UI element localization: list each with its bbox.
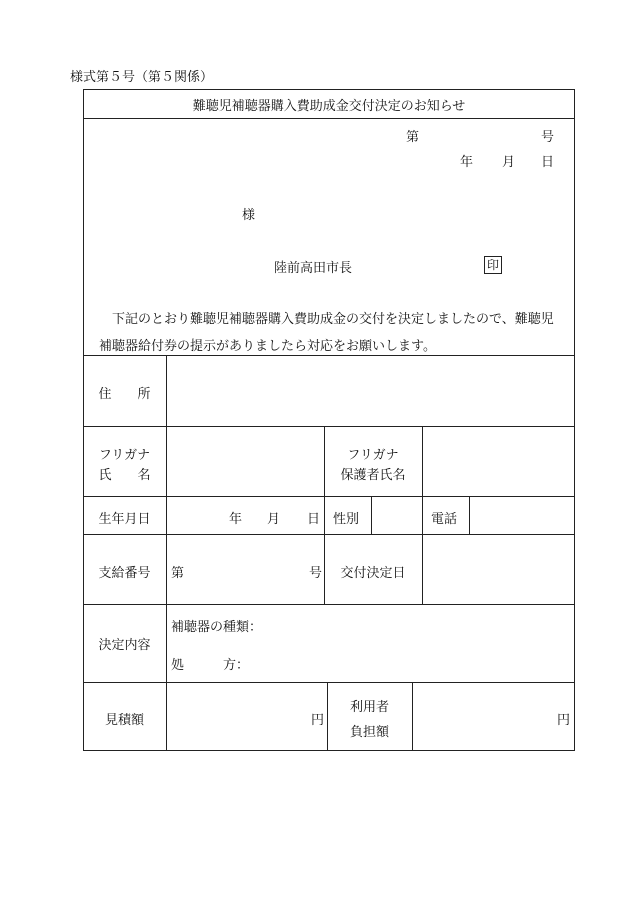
row-divider-name [83,496,575,497]
sex-value-divider-right [422,496,423,534]
guardian-furigana-label: フリガナ [347,448,399,463]
user-burden-label-line-1: 利用者 [349,700,389,715]
body-divider [83,355,575,356]
body-text-line-2: 補聴器給付券の提示がありましたら対応をお願いします。 [99,339,436,354]
doc-number-prefix: 第 [406,130,420,145]
date-year: 年 [460,155,474,170]
sex-label: 性別 [333,512,360,527]
row-divider-address [83,426,575,427]
birth-year: 年 [229,512,243,527]
birth-date-label: 生年月日 [98,512,151,527]
estimate-label: 見積額 [104,713,144,728]
row-divider-decision [83,682,575,683]
prescription-label: 処 方： [171,658,250,673]
furigana-label: フリガナ [98,448,151,463]
payment-number-suffix: 号 [309,566,323,581]
row-divider-birth [83,534,575,535]
user-burden-label-line-2: 負担額 [349,725,389,740]
issuer-name: 陸前高田市長 [274,261,353,276]
sex-value-divider-left [371,496,372,534]
body-text-line-1: 下記のとおり難聴児補聴器購入費助成金の交付を決定しましたので、難聴児 [112,312,554,327]
seal-mark: 印 [484,256,502,274]
row-divider-payment [83,604,575,605]
guardian-label-divider-right [422,426,423,496]
estimate-unit: 円 [311,713,325,728]
form-title: 難聴児補聴器購入費助成金交付決定のお知らせ [192,99,466,114]
name-label: 氏 名 [98,468,151,483]
decision-content-label: 決定内容 [98,638,151,653]
address-label: 住 所 [98,387,151,402]
decision-date-divider [422,534,423,604]
payment-number-prefix: 第 [171,566,185,581]
date-day: 日 [541,155,555,170]
doc-number-suffix: 号 [541,130,555,145]
payment-number-label: 支給番号 [98,566,151,581]
title-divider [83,118,575,119]
burden-label-divider-right [412,682,413,751]
label-column-divider [166,355,167,751]
date-month: 月 [502,155,516,170]
burden-label-divider-left [327,682,328,751]
burden-unit: 円 [557,713,571,728]
birth-day: 日 [307,512,321,527]
phone-label-divider [469,496,470,534]
form-number: 様式第５号（第５関係） [70,70,214,85]
decision-date-label: 交付決定日 [340,566,406,581]
birth-month: 月 [267,512,281,527]
phone-label: 電話 [431,512,458,527]
hearing-aid-type-label: 補聴器の種類： [171,620,263,635]
addressee-suffix: 様 [242,208,256,223]
guardian-name-label: 保護者氏名 [340,468,406,483]
